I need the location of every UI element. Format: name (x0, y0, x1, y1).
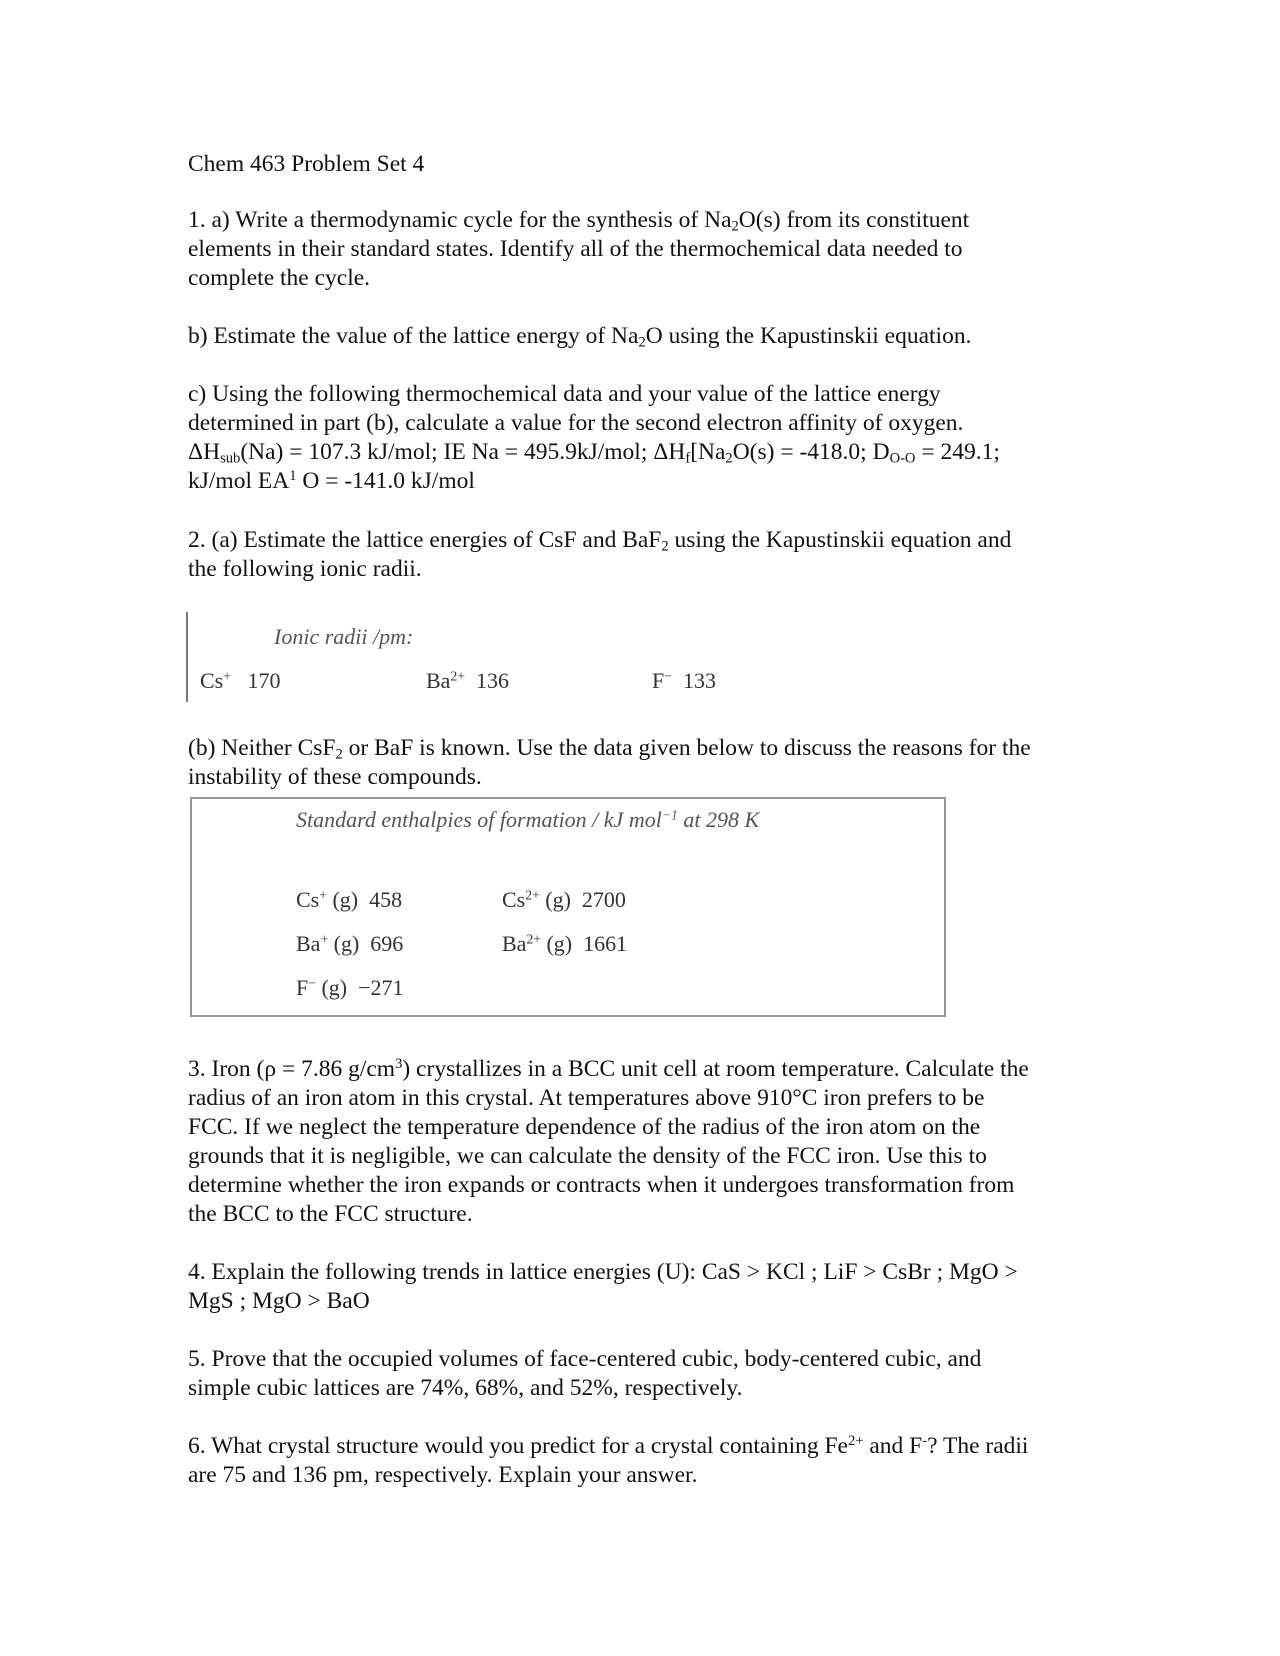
enthalpy-ba-plus: Ba+ (g) 696 (296, 931, 404, 956)
q1c-data-line: $\Delta H_{sub}(Na) = 107.3$ kJ/mol; IE Na = 495.9kJ/mol; $\Delta H_f[Na_2O(s) = -418.0$; $D_{O-O} = 249.1$; (188, 439, 1000, 467)
q1a-line3: complete the cycle. (188, 265, 371, 291)
enthalpy-cs-plus: Cs+ (g) 458 (296, 887, 403, 912)
q6-line1: 6. What crystal structure would you predict for a crystal containing $Fe^{2+}$ and F-? The radii (188, 1433, 1029, 1459)
radius-ba: $Ba^{2+}$ 136 (426, 668, 509, 693)
q2a-line2: the following ionic radii. (188, 556, 422, 582)
enthalpy-ba-2plus: $Ba^{2+}$ (g) 1661 (502, 931, 628, 956)
q5-line1: 5. Prove that the occupied volumes of face-centered cubic, body-centered cubic, and (188, 1346, 982, 1372)
q1c-line2: determined in part (b), calculate a value for the second electron affinity of oxygen. (188, 410, 964, 436)
q1c-line1: c) Using the following thermochemical data and your value of the lattice energy (188, 381, 941, 407)
radius-f: F− 133 (652, 668, 716, 693)
q1b-line: b) Estimate the value of the lattice energy of $Na_2O$ using the Kapustinskii equation. (188, 323, 972, 351)
q2a-line1: 2. (a) Estimate the lattice energies of CsF and BaF$_2$ using the Kapustinskii equation and (188, 527, 1012, 555)
q3-line4: grounds that it is negligible, we can calculate the density of the FCC iron. Use this to (188, 1143, 987, 1169)
q3-line1: 3. Iron (ρ = 7.86 $g/cm^3$) crystallizes in a BCC unit cell at room temperature. Calculate the (188, 1056, 1029, 1082)
enthalpy-f-minus: F− (g) −271 (296, 975, 404, 1000)
q1a-line1: 1. a) Write a thermodynamic cycle for the synthesis of $Na_2O(s)$ from its constituent (188, 207, 970, 235)
enthalpy-figure (190, 797, 946, 1017)
q4-line2: MgS ; MgO > BaO (188, 1288, 370, 1314)
q1c-line4: kJ/mol $EA^1$ O = -141.0 kJ/mol (188, 468, 475, 494)
q4-line1: 4. Explain the following trends in lattice energies (U): CaS > KCl ; LiF > CsBr ; MgO > (188, 1259, 1018, 1285)
q3-line6: the BCC to the FCC structure. (188, 1201, 473, 1227)
q3-line5: determine whether the iron expands or contracts when it undergoes transformation from (188, 1172, 1015, 1198)
enthalpy-cs-2plus: $Cs^{2+}$ (g) 2700 (502, 887, 626, 912)
ionic-radii-title: Ionic radii /pm: (274, 624, 414, 649)
q2b-line1: (b) Neither CsF$_2$ or BaF is known. Use the data given below to discuss the reasons for the (188, 735, 1031, 763)
q2b-line2: instability of these compounds. (188, 764, 482, 790)
enthalpy-title: Standard enthalpies of formation / kJ mol$^{-1}$ at 298 K (296, 807, 760, 832)
q3-line3: FCC. If we neglect the temperature dependence of the radius of the iron atom on the (188, 1114, 981, 1140)
radius-cs: Cs+ 170 (200, 668, 281, 693)
page-title: Chem 463 Problem Set 4 (188, 151, 425, 177)
q1a-line2: elements in their standard states. Identify all of the thermochemical data needed to (188, 236, 963, 262)
q6-line2: are 75 and 136 pm, respectively. Explain your answer. (188, 1462, 698, 1488)
ionic-radii-figure (186, 612, 988, 702)
q3-line2: radius of an iron atom in this crystal. At temperatures above 910°C iron prefers to be (188, 1085, 985, 1111)
q5-line2: simple cubic lattices are 74%, 68%, and 52%, respectively. (188, 1375, 743, 1401)
